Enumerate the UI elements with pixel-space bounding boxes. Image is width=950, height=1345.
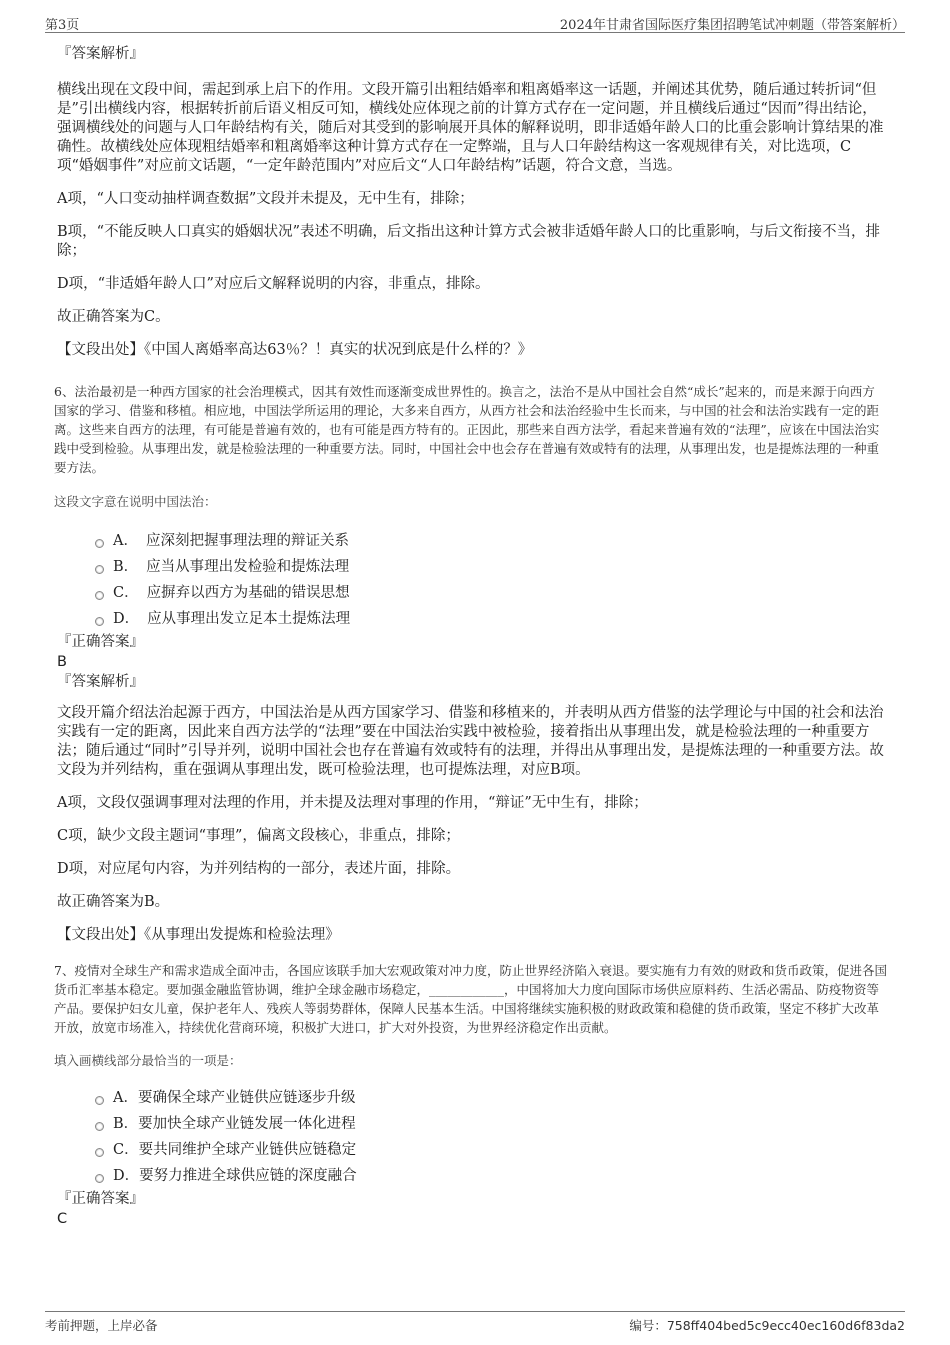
- q6-conclusion: 故正确答案为B。: [57, 894, 170, 910]
- radio-icon[interactable]: [95, 1174, 104, 1183]
- q5-analysis-label: 『答案解析』: [57, 46, 144, 62]
- q7-stem: 7、疫情对全球生产和需求造成全面冲击，各国应该联手加大宏观政策对冲力度，防止世界经济陷入衰退。要实施有力有效的财政和货币政策，促进各国货币汇率基本稳定。要加强金融监管协调，维护全球金融市场稳定，____________，中国将加大力度向国际市场供应原料药、生活必需品、防疫物资等产品。要保护妇女儿童，保护老年人、残疾人等弱势群体，保障人民基本生活。中国将继续实施积极的财政政策和稳健的货币政策，坚定不移扩大改革开放，放宽市场准入，持续优化营商环境，积极扩大进口，扩大对外投资，为世界经济稳定作出贡献。: [54, 963, 887, 1035]
- q6-source: 【文段出处】《从事理出发提炼和检验法理》: [57, 927, 340, 943]
- q7-option-a[interactable]: A．要确保全球产业链供应链逐步升级: [95, 1085, 887, 1111]
- q5-option-a-explanation: A项，“人口变动抽样调查数据”文段并未提及，无中生有，排除；: [57, 191, 474, 207]
- radio-icon[interactable]: [95, 591, 104, 600]
- q7-option-b[interactable]: B．要加快全球产业链发展一体化进程: [95, 1111, 887, 1137]
- q7-answer: C: [57, 1211, 68, 1227]
- q6-analysis-text: 文段开篇介绍法治起源于西方，中国法治是从西方国家学习、借鉴和移植来的，并表明从西方借鉴的法学理论与中国的社会和法治实践有一定的距离，因此来自西方法学的“法理”要在中国法治实践中被检验，接着指出从事理出发，就是检验法理的一种重要方法；随后通过“同时”引导并列，说明中国社会也存在普遍有效或特有的法理，并得出从事理出发，是提炼法理的一种重要方法。故文段为并列结构，重在强调从事理出发，既可检验法理，也可提炼法理，对应B项。: [57, 705, 884, 778]
- q7-blank: ____________: [429, 982, 505, 997]
- q6-option-d-explanation: D项，对应尾句内容，为并列结构的一部分，表述片面，排除。: [57, 861, 461, 877]
- radio-icon[interactable]: [95, 539, 104, 548]
- q6-answer: B: [57, 654, 67, 670]
- page-number: 第3页: [45, 18, 80, 33]
- radio-icon[interactable]: [95, 565, 104, 574]
- q5-analysis-text: 横线出现在文段中间，需起到承上启下的作用。文段开篇引出粗结婚率和粗离婚率这一话题，并阐述其优势，随后通过转折词“但是”引出横线内容，根据转折前后语义相反可知，横线处应体现之前的计算方式存在一定问题，并且横线后通过“因而”得出结论，强调横线处的问题与人口年龄结构有关，随后对其受到的影响展开具体的解释说明，即非适婚年龄人口的比重会影响计算结果的准确性。故横线处应体现粗结婚率和粗离婚率这种计算方式存在一定弊端，且与人口年龄结构这一客观规律有关，对比选项，C项“婚姻事件”对应前文话题，“一定年龄范围内”对应后文“人口年龄结构”话题，符合文意，当选。: [57, 82, 884, 174]
- q6-options: [95, 528, 887, 632]
- page-content: [54, 44, 887, 1229]
- q7-prompt: 填入画横线部分最恰当的一项是：: [54, 1053, 242, 1068]
- q6-prompt: 这段文字意在说明中国法治：: [54, 494, 217, 509]
- q7-option-c[interactable]: C．要共同维护全球产业链供应链稳定: [95, 1137, 887, 1163]
- q6-option-d[interactable]: D． 应从事理出发立足本土提炼法理: [95, 606, 887, 632]
- document-title: 2024年甘肃省国际医疗集团招聘笔试冲刺题（带答案解析）: [559, 18, 905, 33]
- q6-stem: 6、法治最初是一种西方国家的社会治理模式，因其有效性而逐渐变成世界性的。换言之，法治不是从中国社会自然“成长”起来的，而是来源于向西方国家的学习、借鉴和移植。相应地，中国法学所运用的理论，大多来自西方，从西方社会和法治经验中生长而来，与中国的社会和法治实践有一定的距离。这些来自西方的法理，有可能是普遍有效的，也有可能是西方特有的。正因此，那些来自西方法学，看起来普遍有效的“法理”，应该在中国法治实践中受到检验。从事理出发，就是检验法理的一种重要方法。同时，中国社会中也会存在普遍有效或特有的法理，从事理出发，也是提炼法理的一种重要方法。: [54, 384, 880, 475]
- q7-option-d[interactable]: D．要努力推进全球供应链的深度融合: [95, 1163, 887, 1189]
- q6-option-c[interactable]: C． 应摒弃以西方为基础的错误思想: [95, 580, 887, 606]
- q7-answer-label: 『正确答案』: [57, 1191, 144, 1207]
- q6-option-c-explanation: C项，缺少文段主题词“事理”，偏离文段核心，非重点，排除；: [57, 828, 460, 844]
- footer-code: 编号：758ff404bed5c9ecc40ec160d6f83da2: [629, 1318, 905, 1333]
- q6-answer-label: 『正确答案』: [57, 634, 144, 650]
- q5-source: 【文段出处】《中国人离婚率高达63％？！真实的状况到底是什么样的？》: [57, 342, 533, 358]
- q6-option-a[interactable]: A． 应深刻把握事理法理的辩证关系: [95, 528, 887, 554]
- radio-icon[interactable]: [95, 1096, 104, 1105]
- q5-conclusion: 故正确答案为C。: [57, 309, 170, 325]
- page-header: [45, 10, 905, 33]
- page-footer: [45, 1311, 905, 1336]
- q6-option-a-explanation: A项，文段仅强调事理对法理的作用，并未提及法理对事理的作用，“辩证”无中生有，排除；: [57, 795, 648, 811]
- footer-slogan: 考前押题，上岸必备: [45, 1318, 158, 1333]
- radio-icon[interactable]: [95, 1122, 104, 1131]
- q5-option-d-explanation: D项，“非适婚年龄人口”对应后文解释说明的内容，非重点，排除。: [57, 276, 490, 292]
- q6-analysis-label: 『答案解析』: [57, 674, 144, 690]
- radio-icon[interactable]: [95, 1148, 104, 1157]
- q6-option-b[interactable]: B． 应当从事理出发检验和提炼法理: [95, 554, 887, 580]
- radio-icon[interactable]: [95, 617, 104, 626]
- q7-options: [95, 1085, 887, 1189]
- q5-option-b-explanation: B项，“不能反映人口真实的婚姻状况”表述不明确，后文指出这种计算方式会被非适婚年龄人口的比重影响，与后文衔接不当，排除；: [57, 224, 880, 259]
